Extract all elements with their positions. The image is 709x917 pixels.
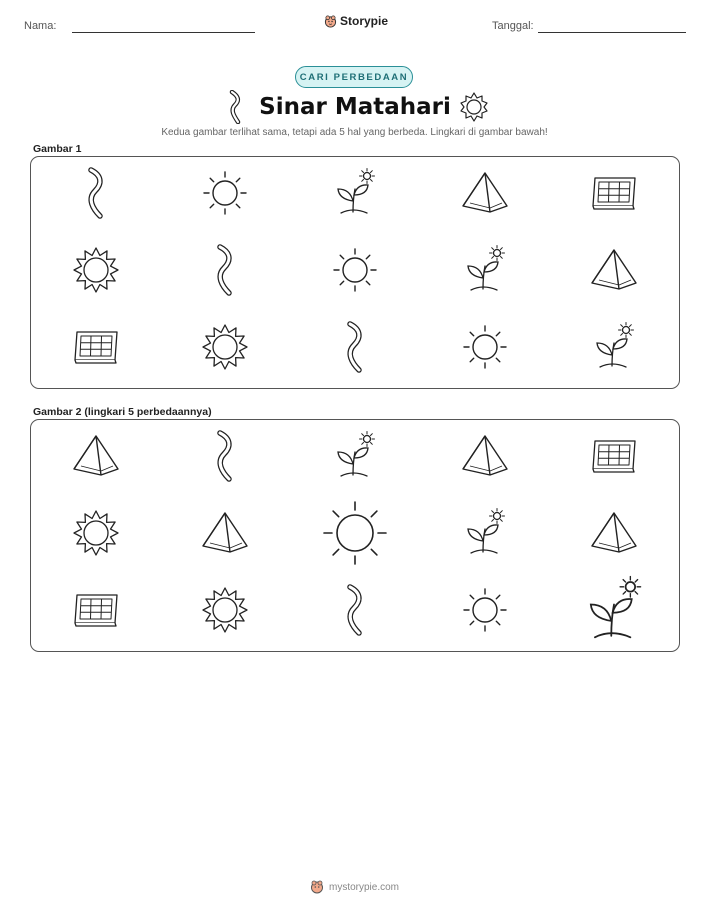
panel1-cell-r3-c3 xyxy=(290,311,420,388)
panel2-cell-r3-c5[interactable] xyxy=(549,574,679,651)
brand-name: Storypie xyxy=(340,14,389,28)
date-label: Tanggal: xyxy=(492,20,534,32)
panel2-cell-r3-c1[interactable] xyxy=(31,574,161,651)
panel2-cell-r2-c4[interactable] xyxy=(420,497,550,574)
activity-badge: CARI PERBEDAAN xyxy=(295,66,413,88)
sun-icon xyxy=(322,500,388,571)
sun-face-icon xyxy=(72,509,120,562)
picture-grid-2 xyxy=(31,420,679,651)
panel2-label: Gambar 2 (lingkari 5 perbedaannya) xyxy=(33,406,212,418)
panel1-cell-r1-c5 xyxy=(549,157,679,234)
panel1-cell-r3-c4 xyxy=(420,311,550,388)
panel1-cell-r3-c2 xyxy=(161,311,291,388)
panel2-cell-r1-c3[interactable] xyxy=(290,420,420,497)
worm-icon xyxy=(81,167,111,224)
sprout-icon xyxy=(592,323,636,376)
worm-icon xyxy=(210,244,240,301)
panel2-cell-r3-c4[interactable] xyxy=(420,574,550,651)
panel1-cell-r1-c3 xyxy=(290,157,420,234)
panel1-cell-r1-c1 xyxy=(31,157,161,234)
panel1-cell-r2-c1 xyxy=(31,234,161,311)
worm-icon xyxy=(340,321,370,378)
sun-face-icon xyxy=(72,246,120,299)
sun-icon xyxy=(332,247,378,298)
solar-panel-icon xyxy=(71,328,121,371)
panel1-cell-r3-c5 xyxy=(549,311,679,388)
picture-panel-1 xyxy=(30,156,680,389)
brand-logo xyxy=(324,14,388,28)
solar-panel-icon xyxy=(71,591,121,634)
sun-icon xyxy=(462,324,508,375)
panel2-cell-r2-c2[interactable] xyxy=(161,497,291,574)
sprout-icon xyxy=(584,577,644,648)
sprout-icon xyxy=(333,432,377,485)
page-title: Sinar Matahari xyxy=(259,94,451,120)
pyramid-icon xyxy=(589,510,639,561)
sun-face-icon xyxy=(201,323,249,376)
pyramid-icon xyxy=(460,170,510,221)
sun-face-icon xyxy=(201,586,249,639)
name-label: Nama: xyxy=(24,20,57,32)
pyramid-icon xyxy=(200,510,250,561)
panel2-cell-r2-c3[interactable] xyxy=(290,497,420,574)
footer xyxy=(0,880,709,894)
sprout-icon xyxy=(463,246,507,299)
worm-icon xyxy=(226,90,246,124)
instructions: Kedua gambar terlihat sama, tetapi ada 5 hal yang berbeda. Lingkari di gambar bawah! xyxy=(161,127,548,138)
storypie-mascot-icon xyxy=(324,15,337,28)
picture-grid-1 xyxy=(31,157,679,388)
pyramid-icon xyxy=(589,247,639,298)
panel2-cell-r2-c1[interactable] xyxy=(31,497,161,574)
panel1-cell-r2-c2 xyxy=(161,234,291,311)
panel2-cell-r1-c2[interactable] xyxy=(161,420,291,497)
picture-panel-2[interactable] xyxy=(30,419,680,652)
date-line[interactable] xyxy=(538,32,686,33)
panel1-cell-r3-c1 xyxy=(31,311,161,388)
footer-site: mystorypie.com xyxy=(328,881,399,893)
sprout-icon xyxy=(463,509,507,562)
panel1-cell-r1-c2 xyxy=(161,157,291,234)
panel2-cell-r3-c3[interactable] xyxy=(290,574,420,651)
sun-icon xyxy=(202,170,248,221)
name-line[interactable] xyxy=(72,32,255,33)
worm-icon xyxy=(340,584,370,641)
storypie-mascot-icon xyxy=(310,880,324,894)
panel2-cell-r2-c5[interactable] xyxy=(549,497,679,574)
panel1-cell-r2-c3 xyxy=(290,234,420,311)
solar-panel-icon xyxy=(589,437,639,480)
solar-panel-icon xyxy=(589,174,639,217)
sun-icon xyxy=(462,587,508,638)
sprout-icon xyxy=(333,169,377,222)
worm-icon xyxy=(210,430,240,487)
panel2-cell-r1-c5[interactable] xyxy=(549,420,679,497)
panel1-label: Gambar 1 xyxy=(33,143,82,155)
panel1-cell-r2-c5 xyxy=(549,234,679,311)
panel1-cell-r1-c4 xyxy=(420,157,550,234)
pyramid-icon xyxy=(460,433,510,484)
pyramid-icon xyxy=(71,433,121,484)
panel2-cell-r3-c2[interactable] xyxy=(161,574,291,651)
panel1-cell-r2-c4 xyxy=(420,234,550,311)
panel2-cell-r1-c4[interactable] xyxy=(420,420,550,497)
sun-face-icon xyxy=(459,92,489,122)
panel2-cell-r1-c1[interactable] xyxy=(31,420,161,497)
